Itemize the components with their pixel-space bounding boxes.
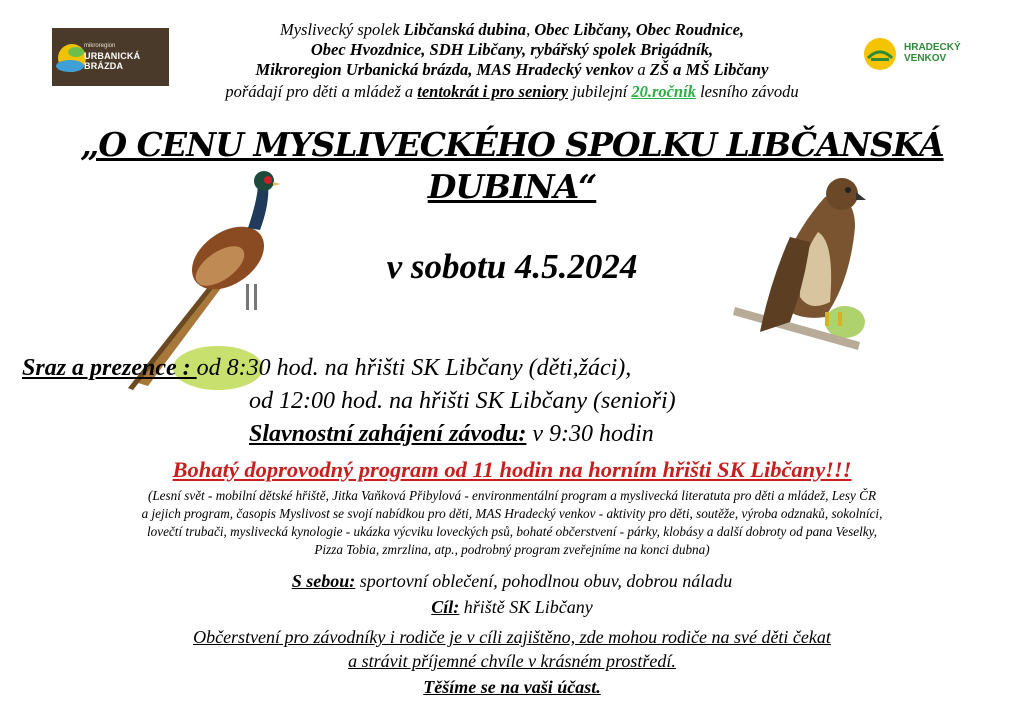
event-title-line-2: DUBINA“ bbox=[427, 167, 597, 206]
bring-value: sportovní oblečení, pohodlnou obuv, dobrou náladu bbox=[355, 571, 733, 591]
buzzard-illustration bbox=[730, 172, 870, 362]
organizer-names: Obec Libčany, Obec Roudnice, bbox=[534, 20, 745, 39]
logo-big-text: URBANICKÁ BRÁZDA bbox=[84, 51, 141, 71]
race-text: lesního závodu bbox=[695, 82, 799, 101]
hradecky-venkov-logo bbox=[862, 36, 982, 72]
logo-small-text: mikroregion bbox=[84, 43, 116, 49]
edition-number: 20.ročník bbox=[631, 82, 696, 101]
organizer-text: Myslivecký spolek bbox=[279, 20, 404, 39]
organizers-line-1 bbox=[150, 20, 874, 39]
closing-line: Těšíme se na vaši účast. bbox=[423, 677, 601, 697]
opening-label: Slavnostní zahájení závodu: bbox=[249, 421, 527, 447]
meeting-line-2: od 12:00 hod. na hřišti SK Libčany (senioři) bbox=[249, 388, 676, 414]
finish-line bbox=[0, 596, 1024, 618]
program-details-line: a jejich program, časopis Myslivost se svojí nabídkou pro děti, MAS Hradecký venkov - aktivity pro děti, soutěže, výroba odznaků, sokolníci, bbox=[141, 506, 883, 521]
event-date: v sobotu 4.5.2024 bbox=[386, 247, 638, 286]
conjunction: a bbox=[633, 60, 650, 79]
finish-value: hřiště SK Libčany bbox=[459, 597, 593, 617]
organizers-line-3 bbox=[150, 60, 874, 79]
program-details-line: (Lesní svět - mobilní dětské hřiště, Jitka Vaňková Přibylová - environmentální program a myslivecká literatuta pro děti a mládež, Lesy ČR bbox=[147, 488, 877, 503]
seniors-note: tentokrát i pro seniory bbox=[417, 82, 569, 101]
finish-label: Cíl: bbox=[431, 597, 460, 617]
logo-right-line1: HRADECKÝ bbox=[904, 42, 961, 53]
intro-text: pořádají pro děti a mládež a bbox=[225, 82, 418, 101]
logo-right-line2: VENKOV bbox=[904, 53, 947, 64]
opening-line bbox=[249, 420, 654, 448]
meeting-line-1 bbox=[22, 354, 631, 382]
bring-label: S sebou: bbox=[291, 571, 356, 591]
organizer-names: Mikroregion Urbanická brázda, MAS Hradecký venkov bbox=[255, 60, 634, 79]
jubilee-text: jubilejní bbox=[568, 82, 632, 101]
logo-right-text bbox=[904, 42, 961, 64]
organizers-line-4 bbox=[150, 82, 874, 101]
refreshments-line-1: Občerstvení pro závodníky i rodiče je v cíli zajištěno, zde mohou rodiče na své děti čekat bbox=[193, 627, 831, 647]
opening-time: v 9:30 hodin bbox=[526, 421, 654, 447]
program-details-line: Pizza Tobia, zmrzlina, atp., podrobný program zveřejníme na konci dubna) bbox=[314, 542, 710, 557]
school-name: ZŠ a MŠ Libčany bbox=[649, 60, 769, 79]
meeting-label: Sraz a prezence : bbox=[22, 355, 197, 381]
refreshments-line-2: a strávit příjemné chvíle v krásném prostředí. bbox=[348, 651, 676, 671]
organizer-name: Libčanská dubina bbox=[403, 20, 527, 39]
event-title-line-1: „O CENU MYSLIVECKÉHO SPOLKU LIBČANSKÁ bbox=[80, 125, 944, 164]
separator: , bbox=[526, 20, 535, 39]
bring-line bbox=[0, 570, 1024, 592]
program-details-line: lovečtí trubači, myslivecká kynologie - ukázka výcviku loveckých psů, bohaté občerstvení - párky, klobásy a další dobroty od pana Veselky, bbox=[146, 524, 878, 539]
organizers-line-2: Obec Hvozdnice, SDH Libčany, rybářský spolek Brigádník, bbox=[310, 40, 714, 59]
meeting-time-children: od 8:30 hod. na hřišti SK Libčany (děti,žáci), bbox=[196, 355, 632, 381]
program-details bbox=[22, 487, 1002, 559]
program-highlight: Bohatý doprovodný program od 11 hodin na horním hřišti SK Libčany!!! bbox=[172, 457, 852, 482]
